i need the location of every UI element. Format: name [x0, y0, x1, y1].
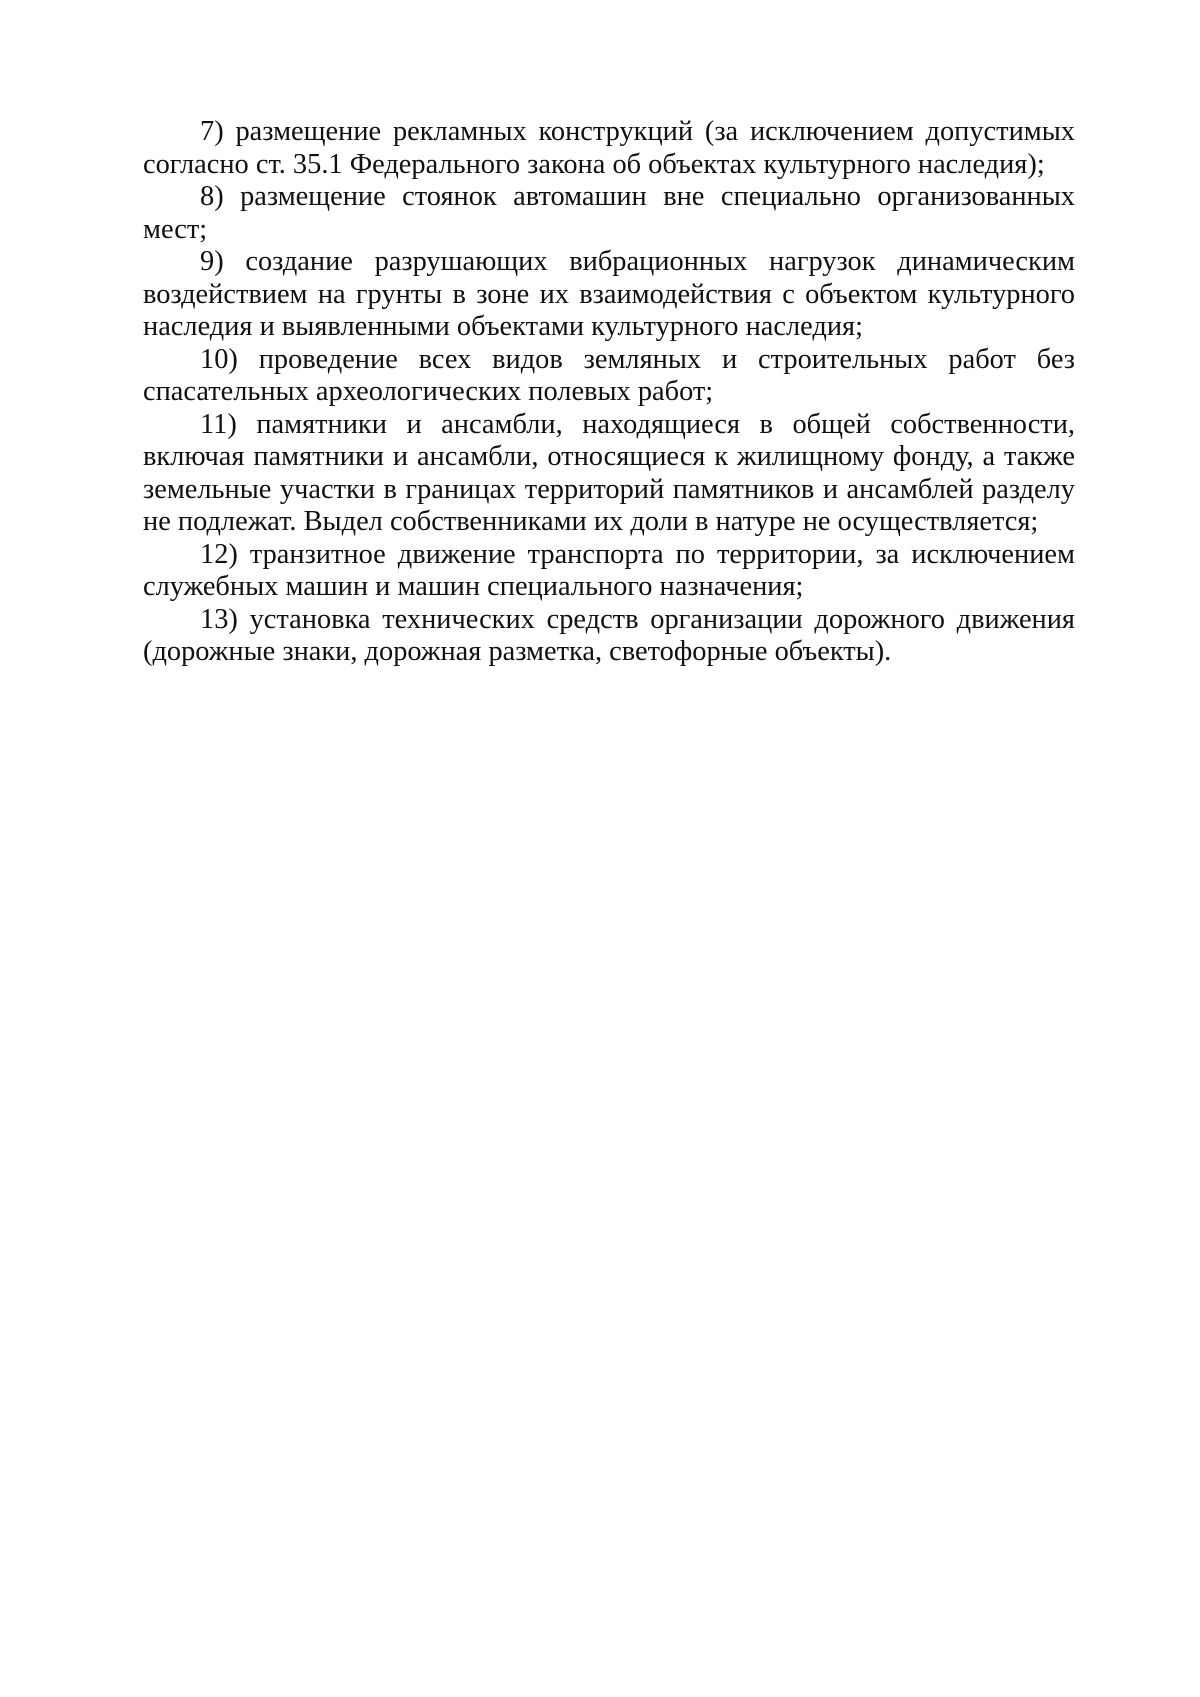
paragraph-item-11: 11) памятники и ансамбли, находящиеся в общей собственности, включая памятники и ансамбли, относящиеся к жилищному фонду, а также земельные участки в границах территорий памятников и ансамблей разделу не подлежат. Выдел собственниками их доли в натуре не осуществляется; [143, 408, 1075, 537]
paragraph-item-9: 9) создание разрушающих вибрационных нагрузок динамическим воздействием на грунты в зоне их взаимодействия с объектом культурного наследия и выявленными объектами культурного наследия; [143, 246, 1075, 342]
paragraph-item-7: 7) размещение рекламных конструкций (за исключением допустимых согласно ст. 35.1 Федерального закона об объектах культурного наследия); [143, 116, 1075, 180]
paragraph-item-12: 12) транзитное движение транспорта по территории, за исключением служебных машин и машин специального назначения; [143, 538, 1075, 602]
paragraph-item-8: 8) размещение стоянок автомашин вне специально организованных мест; [143, 181, 1075, 245]
paragraph-item-13: 13) установка технических средств организации дорожного движения (дорожные знаки, дорожная разметка, светофорные объекты). [143, 603, 1075, 667]
document-body [143, 116, 1075, 669]
paragraph-item-10: 10) проведение всех видов земляных и строительных работ без спасательных археологических полевых работ; [143, 343, 1075, 407]
